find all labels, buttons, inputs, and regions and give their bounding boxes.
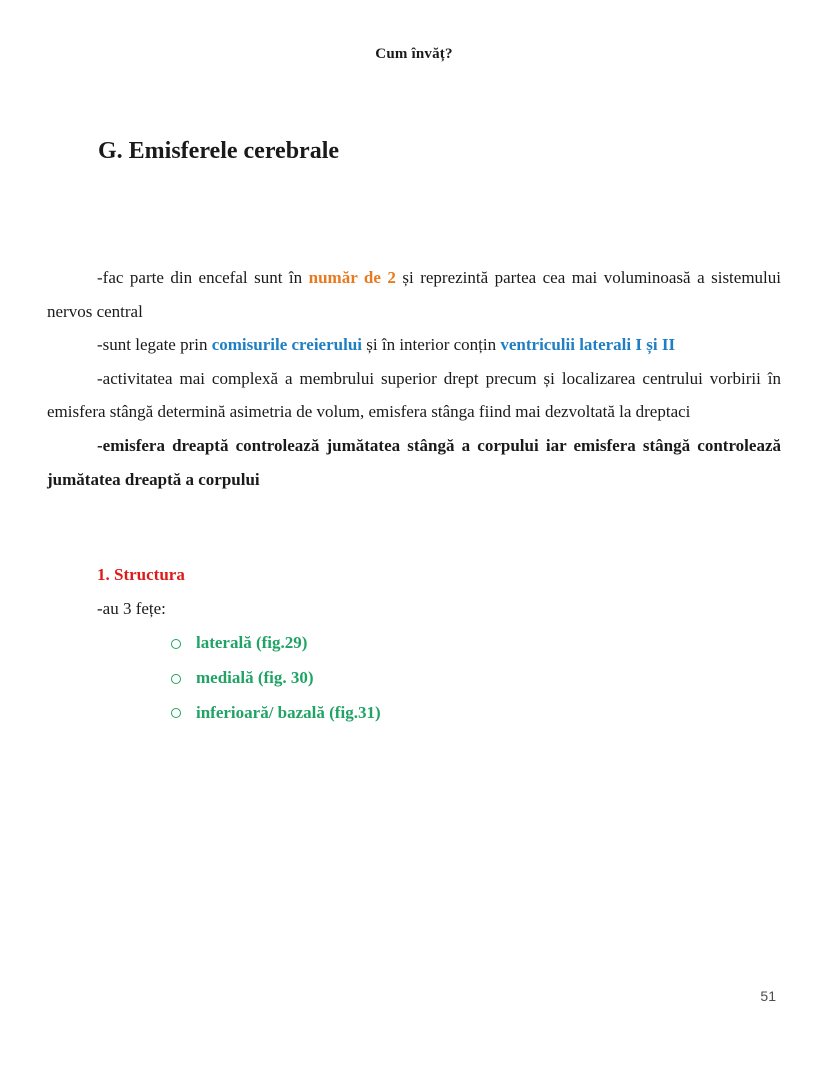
running-header: Cum învăț?: [375, 46, 453, 62]
paragraph-encefal-pre: -fac parte din encefal sunt în: [97, 268, 309, 287]
body-text: [47, 261, 781, 730]
section-heading-structura: 1. Structura: [97, 565, 185, 585]
circle-bullet-icon: [171, 708, 181, 718]
highlight-ventriculii-laterali: ventriculii laterali I și II: [500, 335, 676, 355]
list-item-label: medială (fig. 30): [196, 667, 314, 687]
paragraph-encefal-post: și reprezintă partea cea mai voluminoasă a sistemului nervos central: [47, 268, 781, 321]
list-item-inferioara: [171, 695, 781, 730]
page-title: G. Emisferele cerebrale: [98, 138, 340, 164]
list-item-label: inferioară/ bazală (fig.31): [196, 702, 381, 722]
paragraph-emisfera-controleaza: -emisfera dreaptă controlează jumătatea stângă a corpului iar emisfera stângă controlează jumătatea dreaptă a corpului: [47, 435, 781, 489]
list-item-laterala: [171, 625, 781, 660]
faces-intro: -au 3 fețe:: [97, 598, 166, 618]
page-number: 51: [760, 988, 776, 1004]
paragraph-legate-mid: și în interior conțin: [362, 335, 501, 355]
faces-list: [47, 625, 781, 729]
paragraph-activitatea: -activitatea mai complexă a membrului superior drept precum și localizarea centrului vorbirii în emisfera stângă determină asimetria de volum, emisfera stânga fiind mai dezvoltată la dreptaci: [47, 368, 781, 422]
paragraph-legate: [47, 328, 781, 362]
highlight-numar-de-2: număr de 2: [308, 268, 396, 287]
highlight-comisurile-creierului: comisurile creierului: [211, 335, 363, 355]
list-item-mediala: [171, 660, 781, 695]
list-item-label: laterală (fig.29): [196, 632, 308, 652]
circle-bullet-icon: [171, 639, 181, 649]
paragraph-legate-pre: -sunt legate prin: [97, 335, 212, 355]
circle-bullet-icon: [171, 674, 181, 684]
paragraph-encefal: [47, 261, 781, 328]
